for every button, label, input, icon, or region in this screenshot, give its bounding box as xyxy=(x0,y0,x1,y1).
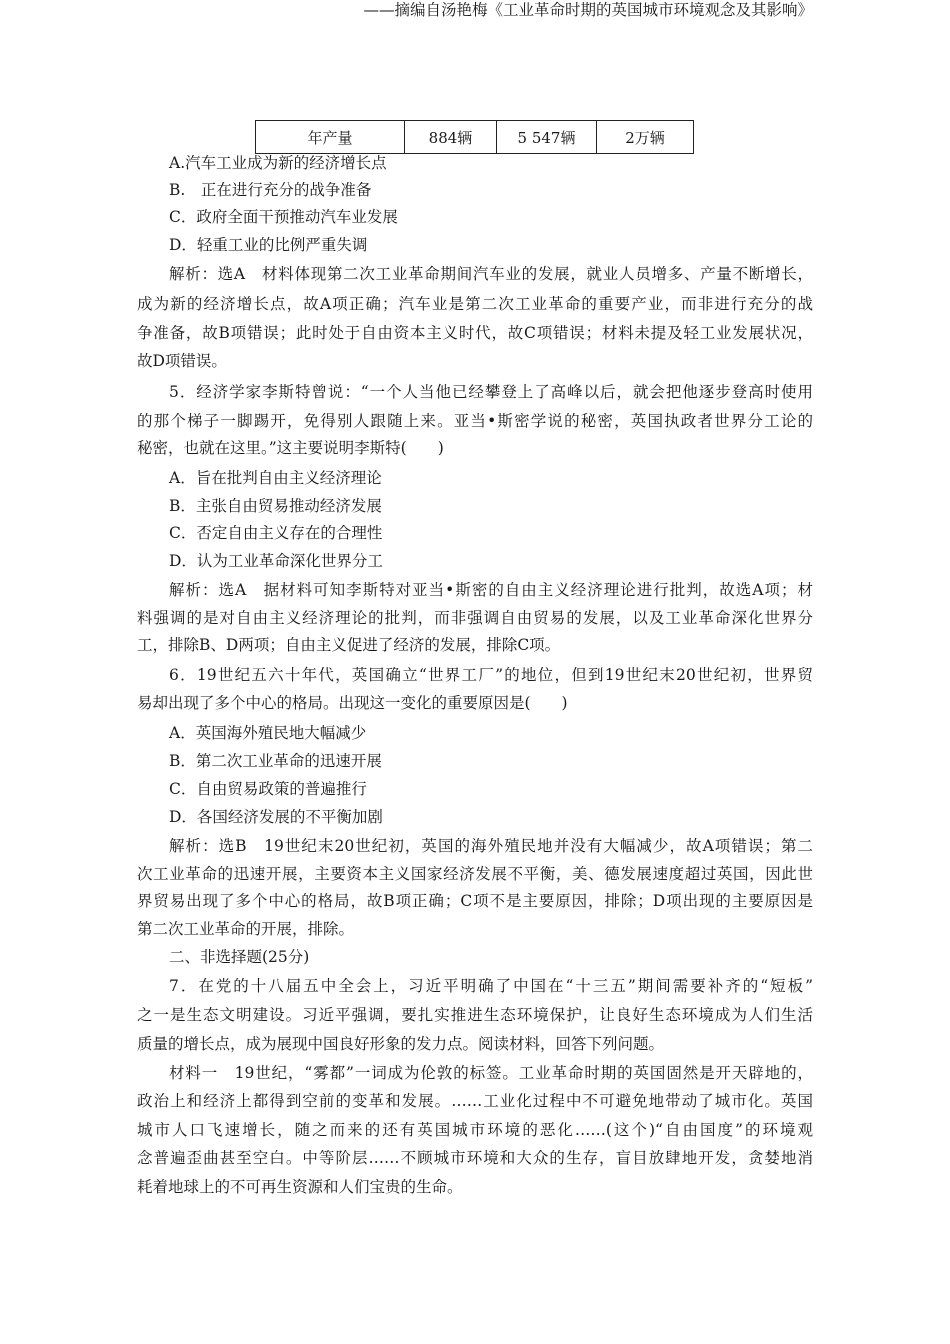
text-line: C．否定自由主义存在的合理性 xyxy=(169,524,383,542)
text-line: B. 正在进行充分的战争准备 xyxy=(169,181,372,199)
table-cell: 5 547辆 xyxy=(497,121,597,154)
text-line: 解析：选A 材料体现第二次工业革命期间汽车业的发展，就业人员增多、产量不断增长， xyxy=(169,265,813,283)
text-line: 解析：选A 据材料可知李斯特对亚当•斯密的自由主义经济理论进行批判，故选A项；材 xyxy=(169,581,813,599)
text-line: 界贸易出现了多个中心的格局，故B项正确；C项不是主要原因，排除；D项出现的主要原因是 xyxy=(137,892,813,910)
text-line: 成为新的经济增长点，故A项正确；汽车业是第二次工业革命的重要产业，而非进行充分的战 xyxy=(137,295,813,313)
text-line: A．旨在批判自由主义经济理论 xyxy=(169,469,382,487)
table-cell-label: 年产量 xyxy=(256,121,405,154)
text-line: C．政府全面干预推动汽车业发展 xyxy=(169,208,398,226)
text-line: 质量的增长点，成为展现中国良好形象的发力点。阅读材料，回答下列问题。 xyxy=(137,1035,665,1053)
text-line: 的那个梯子一脚踢开，免得别人跟随上来。亚当•斯密学说的秘密，英国执政者世界分工论的 xyxy=(137,412,813,430)
text-line: D．各国经济发展的不平衡加剧 xyxy=(169,808,383,826)
text-line: 7．在党的十八届五中全会上，习近平明确了中国在“十三五”期间需要补齐的“短板” xyxy=(169,977,813,995)
text-line: 材料一 19世纪，“雾都”一词成为伦敦的标签。工业革命时期的英国固然是开天辟地的， xyxy=(169,1064,813,1082)
text-line: 争准备，故B项错误；此时处于自由资本主义时代，故C项错误；材料未提及轻工业发展状况， xyxy=(137,324,813,342)
text-line: 之一是生态文明建设。习近平强调，要扎实推进生态环境保护，让良好生态环境成为人们生活 xyxy=(137,1006,813,1024)
text-line: 故D项错误。 xyxy=(137,352,227,370)
text-line: 政治上和经济上都得到空前的变革和发展。……工业化过程中不可避免地带动了城市化。英国 xyxy=(137,1092,813,1110)
text-line: 耗着地球上的不可再生资源和人们宝贵的生命。 xyxy=(137,1178,463,1196)
text-line: D．轻重工业的比例严重失调 xyxy=(169,236,368,254)
text-line: B．第二次工业革命的迅速开展 xyxy=(169,752,382,770)
text-line: ——摘编自汤艳梅《工业革命时期的英国城市环境观念及其影响》 xyxy=(363,1,813,19)
text-line: 次工业革命的迅速开展，主要资本主义国家经济发展不平衡，美、德发展速度超过英国，因此世 xyxy=(137,865,813,883)
text-line: 解析：选B 19世纪末20世纪初，英国的海外殖民地并没有大幅减少，故A项错误；第二 xyxy=(169,837,813,855)
text-line: 第二次工业革命的开展，排除。 xyxy=(137,920,355,938)
text-line: A.汽车工业成为新的经济增长点 xyxy=(169,154,387,172)
table-row xyxy=(256,121,694,154)
text-line: C．自由贸易政策的普遍推行 xyxy=(169,780,367,798)
text-line: 6．19世纪五六十年代，英国确立“世界工厂”的地位，但到19世纪末20世纪初，世界贸 xyxy=(169,666,813,684)
text-line: D．认为工业革命深化世界分工 xyxy=(169,552,383,570)
text-line: B．主张自由贸易推动经济发展 xyxy=(169,497,382,515)
text-line: 易却出现了多个中心的格局。出现这一变化的重要原因是( ) xyxy=(137,694,568,712)
text-line: 料强调的是对自由主义经济理论的批判，而非强调自由贸易的发展，以及工业革命深化世界分 xyxy=(137,609,813,627)
text-line: 城市人口飞速增长，随之而来的还有英国城市环境的恶化……(这个)“自由国度”的环境观 xyxy=(137,1121,813,1139)
text-line: 二、非选择题(25分) xyxy=(169,948,310,966)
text-line: 5．经济学家李斯特曾说：“一个人当他已经攀登上了高峰以后，就会把他逐步登高时使用 xyxy=(169,383,813,401)
text-line: 念普遍歪曲甚至空白。中等阶层……不顾城市环境和大众的生存，盲目放肆地开发，贪婪地消 xyxy=(137,1149,813,1167)
text-line: 工，排除B、D两项；自由主义促进了经济的发展，排除C项。 xyxy=(137,636,561,654)
text-line: 秘密，也就在这里。”这主要说明李斯特( ) xyxy=(137,439,444,457)
table-cell: 2万辆 xyxy=(597,121,694,154)
table-cell: 884辆 xyxy=(405,121,497,154)
production-table xyxy=(255,120,694,154)
text-line: A．英国海外殖民地大幅减少 xyxy=(169,724,367,742)
